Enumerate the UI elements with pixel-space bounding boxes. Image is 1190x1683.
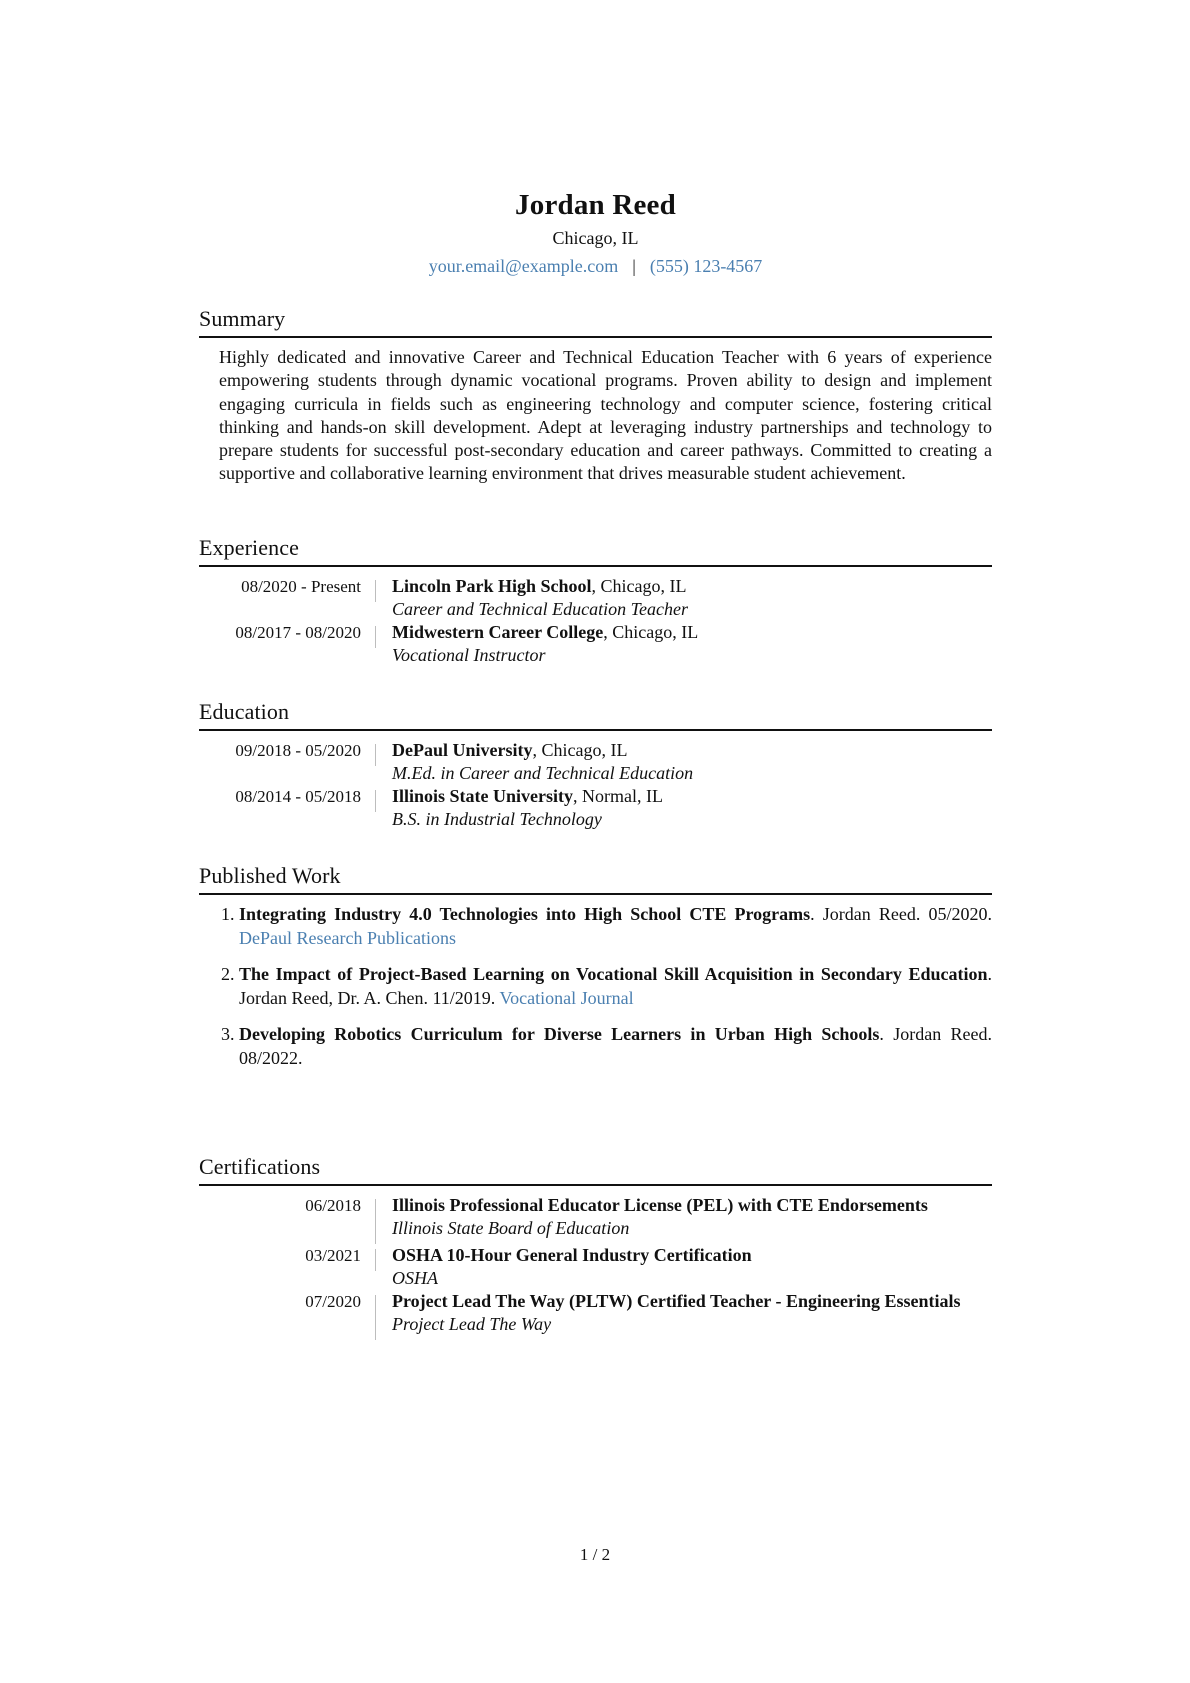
publication-title: Integrating Industry 4.0 Technologies into High School CTE Programs <box>239 904 811 924</box>
section-divider <box>199 565 992 567</box>
section-divider <box>199 336 992 338</box>
entry-degree: B.S. in Industrial Technology <box>392 809 602 829</box>
entry-date: 03/2021 <box>305 1246 361 1265</box>
section-title-summary: Summary <box>199 306 286 331</box>
section-divider <box>199 1184 992 1186</box>
entry-date: 07/2020 <box>305 1292 361 1311</box>
entry-date: 08/2020 - Present <box>241 577 361 596</box>
summary-section <box>199 305 992 486</box>
publication-title: Developing Robotics Curriculum for Diverse Learners in Urban High Schools <box>239 1024 880 1044</box>
entry-location: , Chicago, IL <box>591 576 687 596</box>
publication-venue-link[interactable]: Vocational Journal <box>499 987 634 1008</box>
contact-line <box>199 254 992 278</box>
education-section <box>199 698 992 831</box>
publication-item <box>239 1023 992 1070</box>
candidate-location: Chicago, IL <box>552 228 639 248</box>
certification-entry <box>199 1244 992 1290</box>
education-entry <box>199 739 992 785</box>
publication-details: . Jordan Reed. 05/2020. <box>810 904 992 924</box>
publications-list <box>199 903 992 1070</box>
contact-separator: | <box>632 256 636 276</box>
entry-role: Career and Technical Education Teacher <box>392 599 688 619</box>
entry-organization: Midwestern Career College <box>392 622 604 642</box>
publications-section <box>199 862 992 1083</box>
certification-issuer: Project Lead The Way <box>392 1314 552 1334</box>
certification-issuer: Illinois State Board of Education <box>392 1218 630 1238</box>
email-link[interactable]: your.email@example.com <box>428 256 619 276</box>
entry-date: 08/2014 - 05/2018 <box>235 787 361 806</box>
publication-item <box>239 903 992 950</box>
entry-organization: Lincoln Park High School <box>392 576 592 596</box>
section-title-experience: Experience <box>199 535 299 560</box>
section-divider <box>199 729 992 731</box>
resume-header <box>199 188 992 278</box>
entry-date: 08/2017 - 08/2020 <box>235 623 361 642</box>
entry-location: , Normal, IL <box>573 786 663 806</box>
certification-name: OSHA 10-Hour General Industry Certification <box>392 1245 752 1265</box>
page-number: 1 / 2 <box>579 1545 611 1564</box>
phone-link[interactable]: (555) 123-4567 <box>649 256 763 276</box>
entry-location: , Chicago, IL <box>603 622 699 642</box>
section-title-education: Education <box>199 699 290 724</box>
entry-degree: M.Ed. in Career and Technical Education <box>392 763 694 783</box>
certifications-section <box>199 1153 992 1340</box>
publication-item <box>239 963 992 1010</box>
experience-section <box>199 534 992 667</box>
entry-institution: DePaul University <box>392 740 533 760</box>
entry-institution: Illinois State University <box>392 786 574 806</box>
entry-location: , Chicago, IL <box>532 740 628 760</box>
section-divider <box>199 893 992 895</box>
entry-date: 09/2018 - 05/2020 <box>235 741 361 760</box>
certification-name: Project Lead The Way (PLTW) Certified Teacher - Engineering Essentials <box>392 1291 961 1311</box>
candidate-name: Jordan Reed <box>515 189 676 221</box>
section-title-certifications: Certifications <box>199 1154 321 1179</box>
certification-name: Illinois Professional Educator License (PEL) with CTE Endorsements <box>392 1195 928 1215</box>
publication-venue-link[interactable]: DePaul Research Publications <box>239 927 456 948</box>
publication-details: . Jordan Reed. 08/2022. <box>239 1024 992 1068</box>
entry-role: Vocational Instructor <box>392 645 546 665</box>
certification-entry <box>199 1194 992 1244</box>
education-entry <box>199 785 992 831</box>
publication-title: The Impact of Project-Based Learning on Vocational Skill Acquisition in Secondary Education <box>239 964 988 984</box>
summary-text: Highly dedicated and innovative Career and Technical Education Teacher with 6 years of experience empowering students through dynamic vocational programs. Proven ability to design and implement engaging curricula in fields such as engineering technology and computer science, fostering critical thinking and hands-on skill development. Adept at leveraging industry partnerships and technology to prepare students for successful post-secondary education and career pathways. Committed to creating a supportive and collaborative learning environment that drives measurable student achievement. <box>219 347 992 484</box>
experience-entry <box>199 621 992 667</box>
entry-date: 06/2018 <box>305 1196 361 1215</box>
certification-issuer: OSHA <box>392 1268 438 1288</box>
certification-entry <box>199 1290 992 1340</box>
experience-entry <box>199 575 992 621</box>
publication-details: . Jordan Reed, Dr. A. Chen. 11/2019. <box>239 964 992 1008</box>
section-title-publications: Published Work <box>199 863 341 888</box>
